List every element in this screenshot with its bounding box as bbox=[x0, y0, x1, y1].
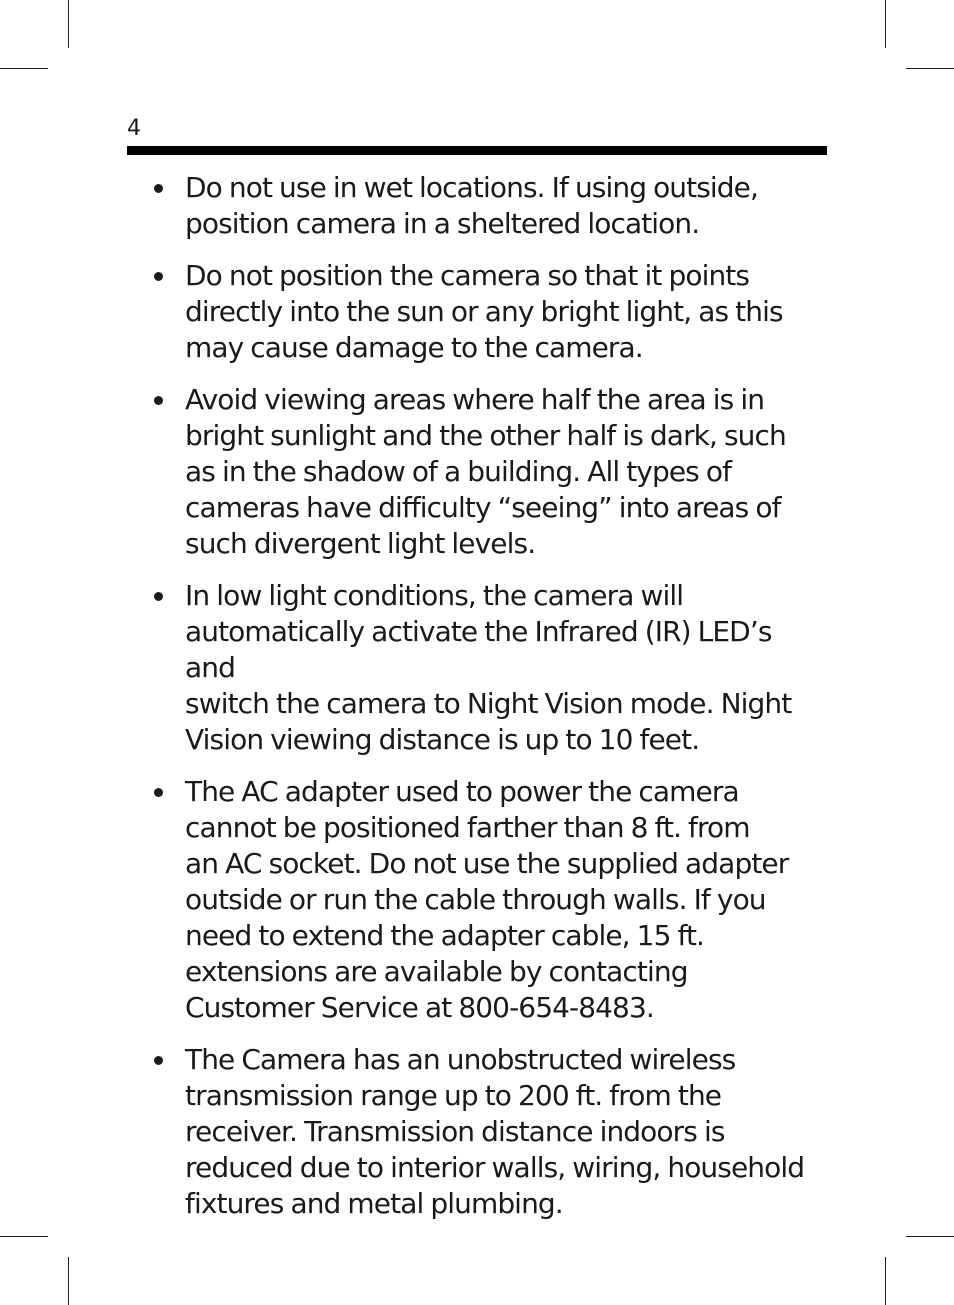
list-item bbox=[127, 578, 827, 758]
bullet-icon bbox=[154, 1056, 163, 1065]
crop-mark-top-right-vertical bbox=[885, 0, 886, 48]
bullet-list bbox=[127, 170, 827, 1238]
list-item bbox=[127, 258, 827, 366]
list-item bbox=[127, 170, 827, 242]
bullet-icon bbox=[154, 788, 163, 797]
list-item-text: Do not use in wet locations. If using outside, position camera in a sheltered location. bbox=[185, 171, 758, 240]
bullet-icon bbox=[154, 184, 163, 193]
list-item bbox=[127, 382, 827, 562]
header-rule bbox=[127, 146, 827, 155]
bullet-icon bbox=[154, 592, 163, 601]
crop-mark-top-right-horizontal bbox=[906, 68, 954, 69]
crop-mark-top-left-horizontal bbox=[0, 68, 48, 69]
list-item bbox=[127, 1042, 827, 1222]
crop-mark-bottom-left-horizontal bbox=[0, 1236, 48, 1237]
list-item-text: Avoid viewing areas where half the area is in bright sunlight and the other half is dark, such as in the shadow of a building. All types of cameras have difficulty “seeing” into areas of such divergent light levels. bbox=[185, 383, 786, 560]
list-item-text: In low light conditions, the camera will automatically activate the Infrared (IR) LED’s and switch the camera to Night Vision mode. Night Vision viewing distance is up to 10 feet. bbox=[185, 579, 792, 756]
list-item bbox=[127, 774, 827, 1026]
crop-mark-bottom-right-vertical bbox=[885, 1257, 886, 1305]
crop-mark-bottom-right-horizontal bbox=[906, 1236, 954, 1237]
list-item-text: The Camera has an unobstructed wireless transmission range up to 200 ft. from the receiver. Transmission distance indoors is reduced due to interior walls, wiring, household fixtures and metal plumbing. bbox=[185, 1043, 805, 1220]
page-number: 4 bbox=[127, 116, 141, 141]
list-item-text: Do not position the camera so that it points directly into the sun or any bright light, as this may cause damage to the camera. bbox=[185, 259, 783, 364]
crop-mark-top-left-vertical bbox=[68, 0, 69, 48]
bullet-icon bbox=[154, 272, 163, 281]
list-item-text: The AC adapter used to power the camera cannot be positioned farther than 8 ft. from an AC socket. Do not use the supplied adapter outside or run the cable through walls. If you need to extend the adapter cable, 15 ft. extensions are available by contacting Customer Service at 800-654-8483. bbox=[185, 775, 789, 1024]
bullet-icon bbox=[154, 396, 163, 405]
crop-mark-bottom-left-vertical bbox=[68, 1257, 69, 1305]
